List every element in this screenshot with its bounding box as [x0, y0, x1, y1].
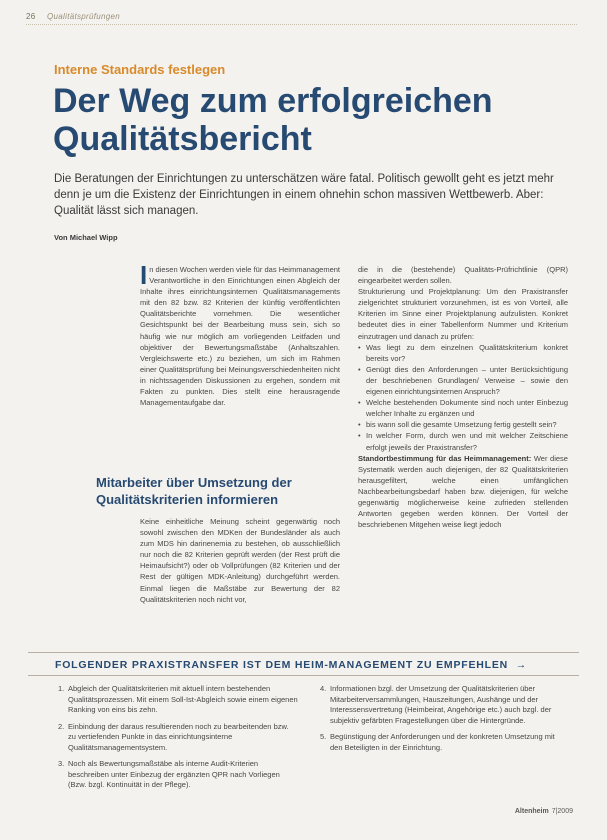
list-item: • bis wann soll die gesamte Umsetzung fertig gestellt sein? — [358, 419, 568, 430]
arrow-right-icon: → — [515, 659, 528, 671]
section-subhead — [96, 474, 346, 508]
article-lead: Die Beratungen der Einrichtungen zu unterschätzen wäre fatal. Politisch gewollt geht es jetzt mehr denn je um die Existenz der Einrichtungen in einem ohnehin schon massiven Wettbewerb. Aber: Qualität lässt sich managen. — [54, 173, 554, 217]
body-paragraph — [358, 453, 568, 531]
body-paragraph: die in die (bestehende) Qualitäts-Prüfrichtlinie (QPR) eingearbeitet werden sollen. — [358, 265, 568, 286]
list-item: • Genügt dies den Anforderungen – unter Berücksichtigung der beschriebenen Grundlagen/ Verweise – sowie den eigenen einrichtungsinternen Anspruch? — [358, 364, 568, 397]
article-byline: Von Michael Wipp — [54, 233, 118, 242]
header-divider — [26, 24, 577, 25]
list-item: • In welcher Form, durch wen und mit welcher Zeitschiene erfolgt jeweils der Praxistransfer? — [358, 430, 568, 452]
list-item: • Was liegt zu dem einzelnen Qualitätskriterium konkret bereits vor? — [358, 342, 568, 364]
list-item: 3. Noch als Bewertungsmaßstäbe als interne Audit-Kriterien beschreiben unter Einbezug der ergänzten QPR nach Vorliegen (Bzw. bzgl. Kontinuität in der Pflege). — [58, 759, 280, 789]
list-item: 4. Informationen bzgl. der Umsetzung der Qualitätskriterien über Mitarbeiterversammlungen, Hauszeitungen, Aushänge und der Interessensvertretung (Heimbeirat, Angehörige etc.) auch bzgl. der subjektiv gefärbten Fragestellungen über die Hintergründe. — [320, 684, 552, 725]
body-column-2 — [358, 264, 568, 530]
run-in-heading: Standortbestimmung für das Heimmanagement: — [358, 453, 532, 463]
box-header — [55, 659, 527, 671]
running-header — [26, 12, 120, 21]
list-item: 5. Begünstigung der Anforderungen und der konkreten Umsetzung mit den Beteiligten in der Einrichtung. — [320, 732, 555, 752]
list-item: 1. Abgleich der Qualitätskriterien mit aktuell intern bestehenden Qualitätsprozessen. Mit einem Soll-Ist-Abgleich sowie einem eigenen Ranking von eins bis zehn. — [58, 684, 298, 714]
section-name: Qualitätsprüfungen — [47, 12, 121, 21]
recommendation-list — [320, 684, 560, 753]
drop-cap: I — [140, 260, 148, 290]
article-title-line-2: Qualitätsbericht — [53, 120, 312, 158]
recommendation-list — [58, 684, 298, 791]
body-paragraph: Keine einheitliche Meinung scheint gegenwärtig noch sowohl zwischen den MDKen der Bundesländer als auch zum MDS hin darinenemia zu bestehen, ob ausschließlich nur noch die 82 Kriterien geprüft werden (der Rest prüft die Heimaufsicht?) oder ob Vollprüfungen (82 Kriterien und der Rest der gültigen MDK-Anleitung) durchgeführt werden. Einmal liegen die Maßstäbe zur Bewertung der 82 Qualitätskriterien noch nicht vor, — [140, 517, 340, 604]
article-title-line-1: Der Weg zum erfolgreichen — [53, 82, 493, 120]
magazine-name: Altenheim — [514, 808, 549, 815]
body-column-1-bottom — [140, 516, 340, 605]
box-top-rule — [28, 652, 579, 653]
subhead-line-2: Qualitätskriterien informieren — [96, 492, 279, 507]
body-paragraph: Strukturierung und Projektplanung: Um den Praxistransfer zielgerichtet strukturiert vorzunehmen, ist es von Vorteil, alle Kriterien im Sinne einer Projektplanung aufzulisten. Konkret bedeutet dies in einer Tabellenform Nummer und Kriterium einzutragen und danach zu prüfen: — [358, 287, 568, 341]
box-header-rule — [28, 675, 579, 676]
page-footer — [515, 808, 573, 815]
list-item: 2. Einbindung der daraus resultierenden noch zu bearbeitenden bzw. zu vertiefenden Punkte in das einrichtungsinterne Qualitätsmanagementsystem. — [58, 721, 289, 752]
box-column-left — [58, 684, 298, 797]
subhead-line-1: Mitarbeiter über Umsetzung der — [96, 475, 292, 490]
paragraph-text: n diesen Wochen werden viele für das Heimmanagement Verantwortliche in den Einrichtungen einen Abgleich der Inhalte ihres einrichtungsinternen Qualitätsmanagements mit den 82 bzw. 82 Kriterien der künftig veröffentlichten Qualitätsberichte vornehmen. Die wesentlicher Gesichtspunkt bei der Bearbeitung muss sein, sich so häufig wie nur möglich am vorliegenden Leitfaden und objektiver der Bewertungsmaßstäbe (Anhaltszahlen. Vergleichswerte etc.) zu beziehen, um sich im Rahmen einer Qualitätsprüfung bei Meinungsverschiedenheiten nicht in nichtssagenden Diskussionen zu ergehen, sondern mit Fakten zu punkten. Dies stellt eine herausragende Managementaufgabe dar. — [140, 265, 340, 408]
list-item: • Welche bestehenden Dokumente sind noch unter Einbezug welcher Inhalte zu ergänzen und — [358, 397, 568, 419]
article-kicker: Interne Standards festlegen — [54, 62, 226, 77]
article-title — [53, 82, 573, 158]
issue-number: 7|2009 — [551, 808, 573, 815]
body-paragraph — [140, 260, 340, 408]
paragraph-text: Wer diese Systematik werden auch diejenigen, der 82 Qualitätskriterien herausgefiltert, welche einen umfänglichen Nachbearbeitungsbedarf haben bzw. diejenigen, für welche gegenwärtig möglicherweise keine zufrieden stellenden Antworten gegeben werden können. Der Vorteil der beschriebenen Mitgehen weise liegt jedoch — [358, 453, 568, 530]
body-column-1-top — [140, 260, 340, 408]
page-number: 26 — [26, 12, 36, 21]
box-column-right — [320, 684, 560, 759]
criteria-checklist — [358, 342, 568, 453]
box-header-text: FOLGENDER PRAXISTRANSFER IST DEM HEIM-MANAGEMENT ZU EMPFEHLEN — [55, 659, 509, 671]
